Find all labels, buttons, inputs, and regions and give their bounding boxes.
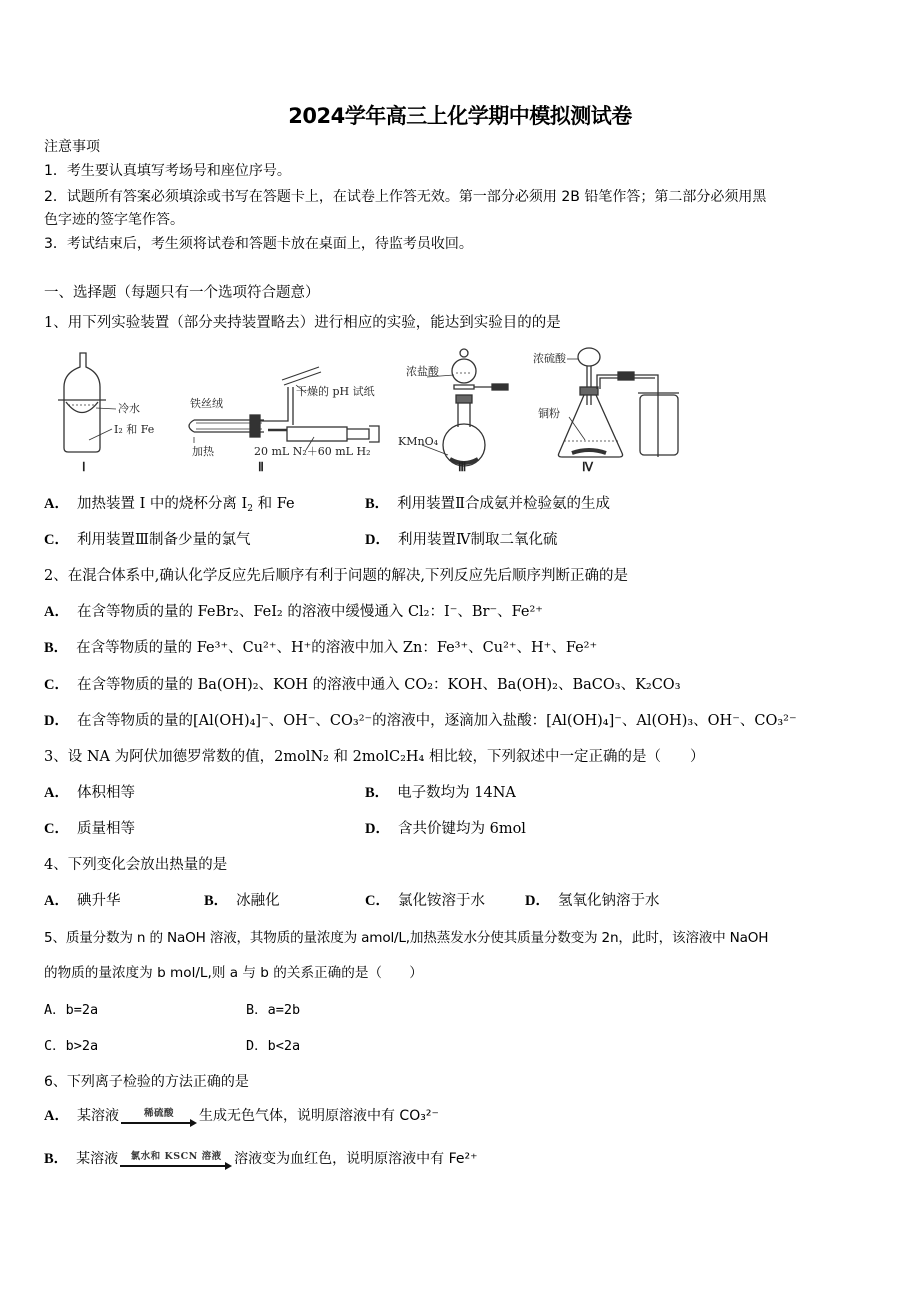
q5-option-c[interactable]: C．b>2a	[44, 1038, 99, 1054]
label-roman-III: Ⅲ	[458, 460, 467, 474]
question-5-stem-line2: 的物质的量浓度为 b mol/L,则 a 与 b 的关系正确的是（ ）	[44, 965, 423, 981]
notice-item: 3．考试结束后，考生须将试卷和答题卡放在桌面上，待监考员收回。	[44, 236, 473, 252]
label-roman-I: Ⅰ	[82, 460, 86, 474]
label-iron-wool: 铁丝绒	[190, 397, 223, 410]
q3-option-c[interactable]: C． 质量相等	[44, 821, 135, 837]
q2-option-b[interactable]: B． 在含等物质的量的 Fe³⁺、Cu²⁺、H⁺的溶液中加入 Zn：Fe³⁺、Cu²⁺、H⁺、Fe²⁺	[44, 640, 598, 656]
q1-option-d[interactable]: D． 利用装置Ⅳ制取二氧化硫	[365, 532, 558, 548]
q1-option-c[interactable]: C． 利用装置Ⅲ制备少量的氯气	[44, 532, 251, 548]
apparatus-diagram	[44, 345, 724, 480]
reaction-arrow-icon: 氯水和 KSCN 溶液	[120, 1148, 232, 1170]
notice-item: 1．考生要认真填写考场号和座位序号。	[44, 163, 291, 179]
apparatus-figure	[44, 345, 724, 480]
label-conc-hcl: 浓盐酸	[406, 365, 439, 378]
q5-option-b[interactable]: B．a=2b	[246, 1002, 301, 1018]
q6-option-b[interactable]: B． 某溶液 氯水和 KSCN 溶液 溶液变为血红色，说明原溶液中有 Fe²⁺	[44, 1148, 478, 1170]
q5-option-d[interactable]: D．b<2a	[246, 1038, 301, 1054]
label-ph-paper: 干燥的 pH 试纸	[296, 385, 375, 398]
apparatus-IV	[558, 348, 679, 457]
apparatus-I	[58, 353, 116, 452]
label-roman-IV: Ⅳ	[582, 460, 594, 474]
q2-option-d[interactable]: D． 在含等物质的量的[Al(OH)₄]⁻、OH⁻、CO₃²⁻的溶液中，逐滴加入盐酸：[Al(OH)₄]⁻、Al(OH)₃、OH⁻、CO₃²⁻	[44, 713, 797, 729]
label-i2-fe: I₂ 和 Fe	[114, 423, 155, 436]
q4-option-d[interactable]: D． 氢氧化钠溶于水	[525, 893, 660, 909]
notice-item: 色字迹的签字笔作答。	[44, 212, 184, 228]
question-3-stem: 3、设 NA 为阿伏加德罗常数的值，2molN₂ 和 2molC₂H₄ 相比较，下列叙述中一定正确的是（ ）	[44, 749, 705, 765]
label-cold-water: 冷水	[118, 402, 140, 415]
question-2-stem: 2、在混合体系中,确认化学反应先后顺序有利于问题的解决,下列反应先后顺序判断正确的是	[44, 568, 628, 584]
q3-option-b[interactable]: B． 电子数均为 14NA	[365, 785, 516, 801]
label-roman-II: Ⅱ	[258, 460, 264, 474]
question-5-stem-line1: 5、质量分数为 n 的 NaOH 溶液，其物质的量浓度为 amol/L,加热蒸发水分使其质量分数变为 2n，此时，该溶液中 NaOH	[44, 930, 769, 946]
q5-option-a[interactable]: A．b=2a	[44, 1002, 99, 1018]
q4-option-c[interactable]: C． 氯化铵溶于水	[365, 893, 485, 909]
q6-option-a[interactable]: A． 某溶液 稀硫酸 生成无色气体，说明原溶液中有 CO₃²⁻	[44, 1105, 439, 1127]
notice-item: 2．试题所有答案必须填涂或书写在答题卡上，在试卷上作答无效。第一部分必须用 2B 铅笔作答；第二部分必须用黑	[44, 189, 767, 205]
label-kmno4: KMnO₄	[398, 435, 438, 448]
reaction-arrow-icon: 稀硫酸	[121, 1105, 197, 1127]
question-4-stem: 4、下列变化会放出热量的是	[44, 857, 228, 873]
label-copper-powder: 铜粉	[538, 407, 560, 420]
q3-option-a[interactable]: A． 体积相等	[44, 785, 135, 801]
label-gas-volumes: 20 mL N₂＋60 mL H₂	[254, 445, 371, 458]
q2-option-a[interactable]: A． 在含等物质的量的 FeBr₂、FeI₂ 的溶液中缓慢通入 Cl₂：I⁻、Br⁻、Fe²⁺	[44, 604, 543, 620]
q2-option-c[interactable]: C． 在含等物质的量的 Ba(OH)₂、KOH 的溶液中通入 CO₂：KOH、Ba(OH)₂、BaCO₃、K₂CO₃	[44, 677, 681, 693]
notice-heading: 注意事项	[44, 139, 100, 155]
label-conc-h2so4: 浓硫酸	[533, 352, 566, 365]
label-heat: 加热	[192, 445, 214, 458]
question-1-stem: 1、用下列实验装置（部分夹持装置略去）进行相应的实验，能达到实验目的的是	[44, 315, 561, 331]
q4-option-b[interactable]: B． 冰融化	[204, 893, 280, 909]
q3-option-d[interactable]: D． 含共价键均为 6mol	[365, 821, 526, 837]
section-heading: 一、选择题（每题只有一个选项符合题意）	[44, 285, 320, 301]
q4-option-a[interactable]: A． 碘升华	[44, 893, 121, 909]
q1-option-a[interactable]: A． 加热装置 I 中的烧杯分离 $I_2$ 和 Fe	[44, 496, 295, 514]
question-6-stem: 6、下列离子检验的方法正确的是	[44, 1074, 249, 1090]
exam-title: 2024学年高三上化学期中模拟测试卷	[288, 104, 632, 128]
q1-option-b[interactable]: B． 利用装置Ⅱ合成氨并检验氨的生成	[365, 496, 611, 512]
